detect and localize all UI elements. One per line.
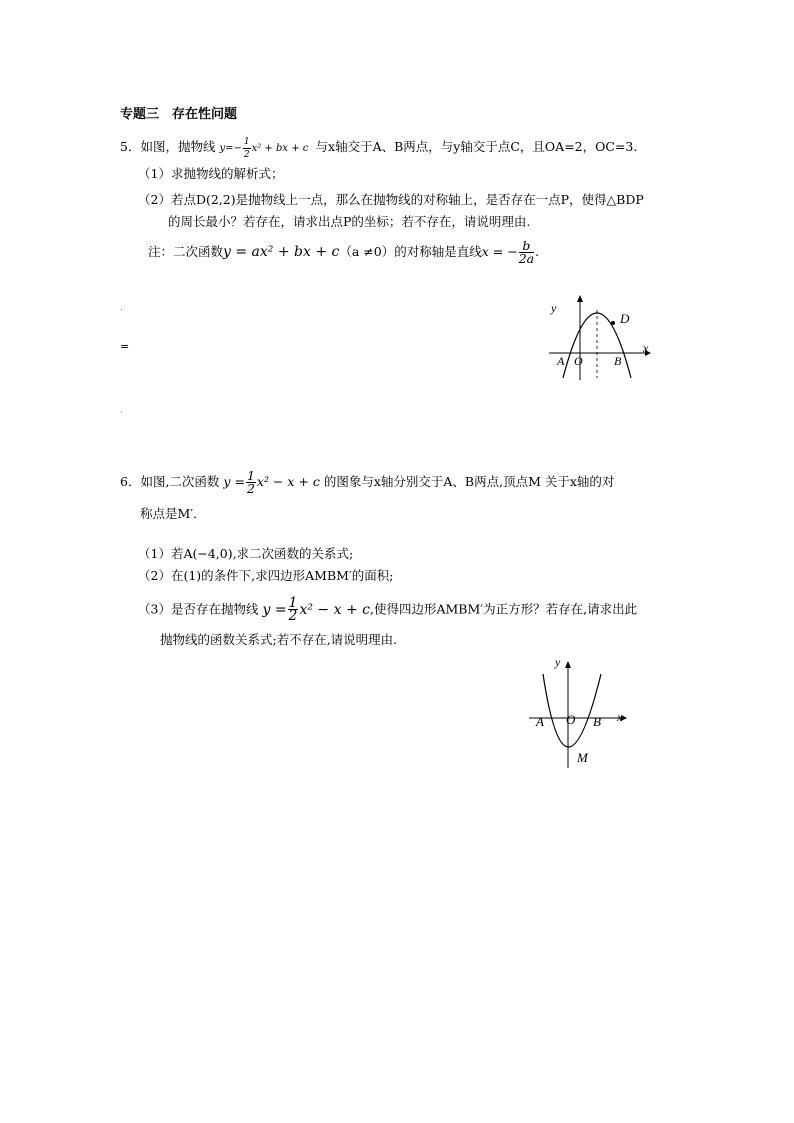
q6-number: 6． <box>120 474 141 489</box>
q5-part2-line1: （2）若点D(2,2)是抛物线上一点，那么在抛物线的对称轴上，是否存在一点P，使得△BDP <box>138 192 644 207</box>
q5-label-o: O <box>574 354 583 368</box>
q5-label-a: A <box>557 354 565 368</box>
section-title: 专题三 存在性问题 <box>120 107 238 122</box>
q5-note-frac: $\frac{b}{2a}$ <box>518 238 535 266</box>
q5-part1: （1）求抛物线的解析式； <box>138 166 284 181</box>
q5-note-formula: y = ax² + bx + c <box>223 244 340 260</box>
q6-parabola-curve <box>543 674 601 747</box>
q6-parabola-figure <box>525 652 635 770</box>
q5-intro-b: 与x轴交于A、B两点，与y轴交于点C，且OA=2，OC=3. <box>315 139 638 154</box>
q6-label-x: x <box>617 710 623 724</box>
q5-label-d: D <box>620 311 630 326</box>
q6-intro-a: 如图,二次函数 <box>140 474 220 489</box>
q6-label-m: M <box>577 750 588 765</box>
q5-intro-a: 如图，抛物线 <box>140 139 216 154</box>
q5-label-x: x <box>643 341 649 355</box>
q5-intro <box>120 136 637 161</box>
q6-formula: y = $\frac{1}{2}$ x² − x + c <box>223 468 320 496</box>
q6-intro-c: 称点是M′． <box>140 506 206 521</box>
q5-note-b: （a ≠0）的对称轴是直线 <box>339 244 482 259</box>
q6-intro-b: 的图象与x轴分别交于A、B两点,顶点M 关于x轴的对 <box>323 474 615 489</box>
q6-y-arrow <box>565 661 571 668</box>
q6-label-y: y <box>555 655 561 669</box>
q6-label-b: B <box>593 714 601 729</box>
stray-mark-3: · <box>120 408 123 418</box>
q5-y-arrow <box>577 295 583 302</box>
q6-part3-c: 抛物线的函数关系式;若不存在,请说明理由. <box>160 632 398 647</box>
q5-label-y: y <box>551 301 557 315</box>
q5-point-d <box>611 321 615 325</box>
q5-number: 5． <box>120 139 141 154</box>
q5-note-x: x = − <box>481 244 518 259</box>
q5-note: 注：二次函数y = ax² + bx + c（a ≠0）的对称轴是直线x = − $\frac{b}{2a}$ . <box>148 238 540 266</box>
q6-intro <box>120 470 614 495</box>
q6-part3-formula: y = $\frac{1}{2}$ x² − x + c <box>262 595 370 624</box>
q6-part3 <box>138 597 637 622</box>
stray-mark-2: = <box>120 340 130 353</box>
stray-mark-1: · <box>120 306 123 316</box>
q5-formula: y=− $\frac{1}{2}$ x² + bx + c <box>219 137 309 160</box>
q5-note-a: 注：二次函数 <box>148 244 224 259</box>
q5-part2-line2: 的周长最小？若存在，请求出点P的坐标；若不存在，请说明理由. <box>168 214 531 229</box>
q6-label-a: A <box>536 714 544 729</box>
q6-part1: （1）若A(−4,0),求二次函数的关系式; <box>138 546 354 561</box>
q6-label-o: O <box>566 712 576 727</box>
q6-part3-a: （3）是否存在抛物线 <box>138 601 259 617</box>
q6-part3-b: ,使得四边形AMBM′为正方形？若存在,请求出此 <box>369 601 638 617</box>
q5-parabola-figure <box>545 290 655 382</box>
q5-label-b: B <box>614 354 622 368</box>
q6-part2: （2）在(1)的条件下,求四边形AMBM′的面积; <box>138 568 394 583</box>
